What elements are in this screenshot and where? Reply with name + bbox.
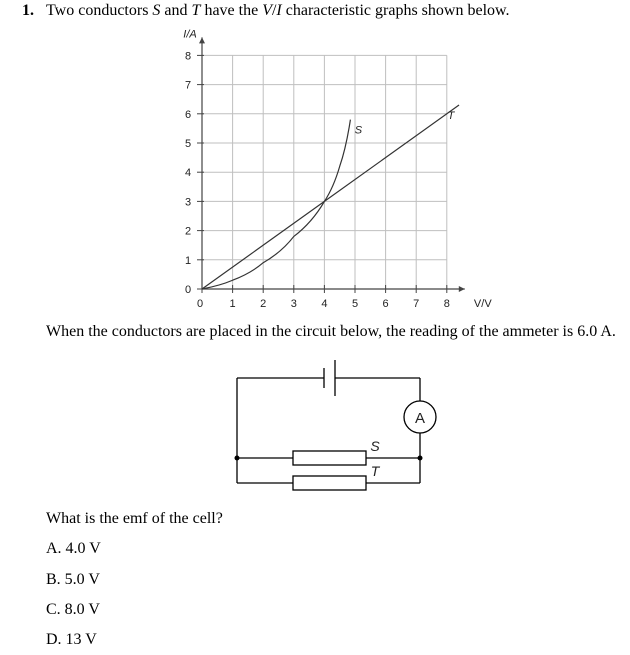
option-d[interactable]: D. 13 V [46,631,97,648]
label-s: S [370,438,380,454]
y-tick-label: 2 [184,225,192,238]
x-tick-label: 6 [382,298,389,310]
x-axis-arrow [459,286,465,292]
y-tick-label: 5 [184,138,192,150]
label-t: T [370,463,380,479]
chart-axes [197,37,465,293]
chart-grid [202,55,447,289]
x-tick-label: 8 [443,298,450,310]
chart-labels [183,28,492,310]
x-tick-label: 7 [413,298,420,310]
x-tick-label: 1 [229,298,236,310]
x-axis-label: V/V [473,298,492,310]
option-b[interactable]: B. 5.0 V [46,571,100,588]
chart-series [202,105,459,289]
vi-characteristic-graph [0,0,630,320]
ammeter-label: A [414,410,426,427]
y-tick-label: 8 [184,50,192,63]
x-tick-label: 4 [321,298,328,310]
question-number: 1. [22,2,34,19]
x-tick-label: 3 [290,298,297,310]
option-c[interactable]: C. 8.0 V [46,601,100,618]
x-tick-label: 0 [196,298,204,310]
y-tick-label: 1 [184,254,192,267]
series-label-s: S [354,124,363,137]
y-axis-label: I/A [183,28,197,41]
question-intro: Two conductors S and T have the V/I characteristic graphs shown below. [46,2,510,19]
x-tick-label: 2 [260,298,267,310]
y-tick-label: 3 [184,196,192,209]
conductor-t [293,476,366,490]
y-axis-arrow [199,37,205,43]
circuit-diagram [0,360,630,520]
y-tick-label: 4 [184,167,192,180]
series-line-s [202,120,350,289]
conductor-s [293,451,366,465]
question-stem: What is the emf of the cell? [46,510,223,527]
circuit-intro-text: When the conductors are placed in the circuit below, the reading of the ammeter is 6.0 A. [46,323,616,340]
y-tick-label: 0 [184,284,192,296]
option-a[interactable]: A. 4.0 V [46,540,101,557]
series-line-t [202,105,459,289]
y-tick-label: 6 [184,108,192,121]
x-tick-label: 5 [351,298,359,310]
y-tick-label: 7 [184,79,192,92]
series-label-t: T [447,110,455,123]
